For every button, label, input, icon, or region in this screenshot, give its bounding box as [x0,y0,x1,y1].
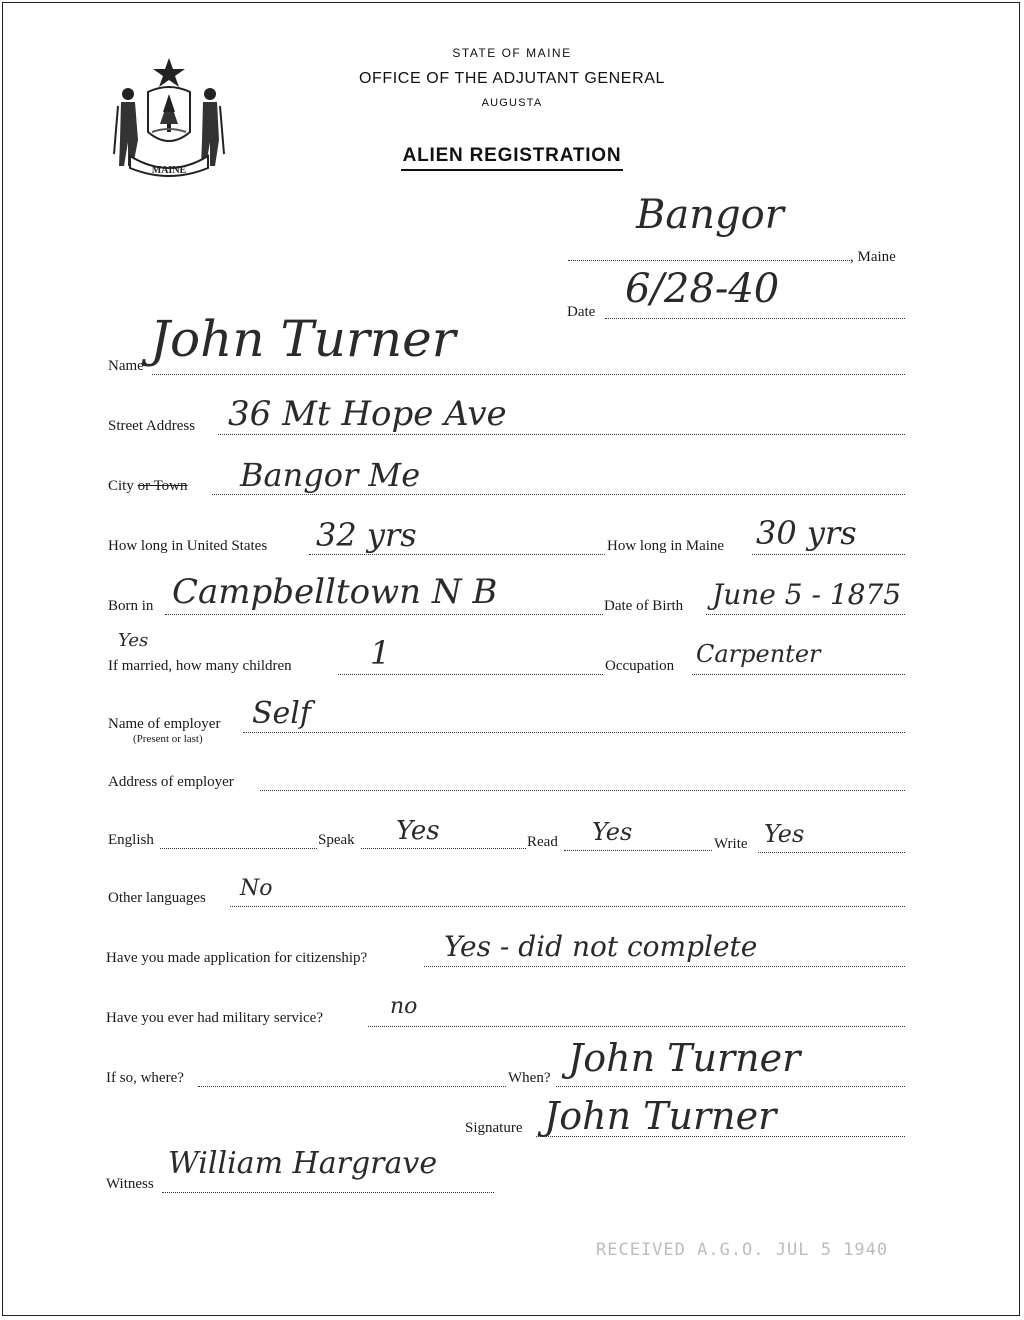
city-entry[interactable]: Bangor Me [240,456,421,494]
other-languages-entry[interactable]: No [240,876,273,901]
read-label: Read [527,834,558,850]
employer-entry[interactable]: Self [252,696,312,731]
occupation-line [692,674,905,675]
employer-address-line [260,790,905,791]
signature-label: Signature [465,1120,523,1136]
date-of-birth-entry[interactable]: June 5 - 1875 [712,578,902,611]
write-entry[interactable]: Yes [764,820,805,848]
town-line [568,260,850,261]
read-entry[interactable]: Yes [592,818,633,846]
witness-label: Witness [106,1176,154,1192]
born-in-line [165,614,603,615]
header-office: OFFICE OF THE ADJUTANT GENERAL [358,70,666,87]
other-languages-line [230,906,905,907]
when-label: When? [508,1070,551,1086]
english-line [160,848,317,849]
citizenship-line [424,966,905,967]
speak-entry[interactable]: Yes [396,816,440,846]
english-label: English [108,832,154,848]
citizenship-entry[interactable]: Yes - did not complete [444,930,758,963]
employer-name-label: Name of employer [108,716,221,732]
employer-sub-label: (Present or last) [133,733,203,745]
city-label [108,478,188,495]
how-long-us-label: How long in United States [108,538,268,554]
when-line [556,1086,905,1087]
or-town-struck: or Town [137,478,188,494]
how-long-us-entry[interactable]: 32 yrs [316,516,417,554]
occupation-entry[interactable]: Carpenter [696,640,821,668]
when-entry[interactable]: John Turner [568,1036,801,1080]
street-address-line [218,434,905,435]
married-entry[interactable]: Yes [118,630,149,651]
if-so-where-label: If so, where? [106,1070,184,1086]
children-line [338,674,603,675]
born-in-label: Born in [108,598,154,614]
seal-banner-text: MAINE [151,165,187,176]
employer-line [243,732,905,733]
occupation-label: Occupation [605,658,675,674]
street-address-label: Street Address [108,418,196,434]
how-long-maine-label: How long in Maine [607,538,725,554]
city-line [212,494,905,495]
speak-line [361,848,526,849]
name-label: Name [108,358,144,374]
military-label: Have you ever had military service? [106,1010,323,1026]
name-line [152,374,905,375]
write-label: Write [714,836,748,852]
witness-entry[interactable]: William Hargrave [168,1146,438,1181]
date-label: Date [567,304,596,320]
speak-label: Speak [318,832,355,848]
military-line [368,1026,905,1027]
children-entry[interactable]: 1 [370,634,391,672]
maine-label: , Maine [850,249,896,265]
date-entry[interactable]: 6/28-40 [625,266,780,312]
employer-address-label: Address of employer [108,774,234,790]
city-label-text: City [108,478,134,494]
form-title [0,145,1024,167]
date-of-birth-label: Date of Birth [604,598,684,614]
header-city: AUGUSTA [481,97,543,109]
how-long-maine-line [752,554,905,555]
military-entry[interactable]: no [390,994,418,1019]
other-languages-label: Other languages [108,890,206,906]
how-long-maine-entry[interactable]: 30 yrs [756,514,857,552]
date-of-birth-line [706,614,905,615]
read-line [564,850,712,851]
signature-entry[interactable]: John Turner [544,1094,777,1138]
born-in-entry[interactable]: Campbelltown N B [172,572,498,612]
street-address-entry[interactable]: 36 Mt Hope Ave [228,394,507,434]
witness-line [162,1192,494,1193]
date-line [605,318,905,319]
received-stamp: RECEIVED A.G.O. JUL 5 1940 [596,1240,889,1260]
form-title-text: ALIEN REGISTRATION [401,145,624,171]
how-long-us-line [309,554,605,555]
name-entry[interactable]: John Turner [150,310,456,368]
header-state: STATE OF MAINE [452,46,572,60]
town-entry[interactable]: Bangor [636,192,784,238]
if-so-where-line [198,1086,506,1087]
married-children-label: If married, how many children [108,658,292,674]
citizenship-label: Have you made application for citizenship? [106,950,368,966]
write-line [758,852,905,853]
